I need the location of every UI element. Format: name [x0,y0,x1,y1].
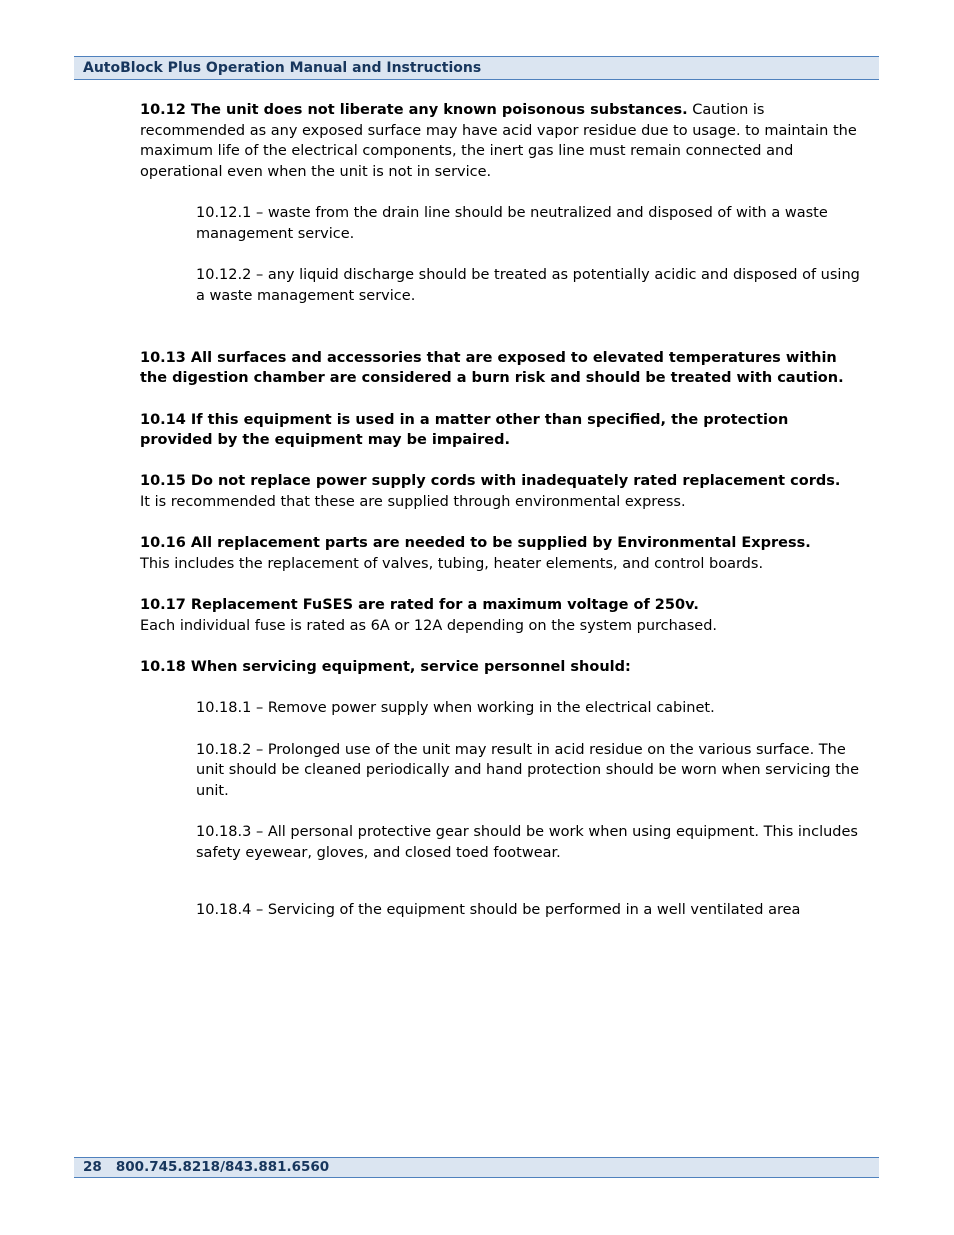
item-10-12-1: 10.12.1 – waste from the drain line should be neutralized and disposed of with a waste management service. [196,205,828,243]
section-10-18-heading: 10.18 When servicing equipment, service personnel should: [140,659,631,676]
manual-title: AutoBlock Plus Operation Manual and Instructions [83,60,482,76]
page-content [140,100,860,920]
item-10-18-1: 10.18.1 – Remove power supply when working in the electrical cabinet. [196,700,715,717]
item-10-18-2: 10.18.2 – Prolonged use of the unit may result in acid residue on the various surface. The unit should be cleaned periodically and hand protection should be worn when servicing the unit. [196,741,860,799]
section-10-15-body: It is recommended that these are supplied through environmental express. [140,494,686,511]
section-10-12-body: Caution is recommended as any exposed surface may have acid vapor residue due to usage. to maintain the maximum life of the electrical components, the inert gas line must remain connected and operational even when the unit is not in service. [140,102,857,181]
page-header [74,56,879,80]
section-10-16-heading: 10.16 All replacement parts are needed to be supplied by Environmental Express. [140,535,811,552]
section-10-12 [140,100,860,183]
item-10-18-4: 10.18.4 – Servicing of the equipment should be performed in a well ventilated area [196,901,801,918]
section-10-15-heading: 10.15 Do not replace power supply cords with inadequately rated replacement cords. [140,473,841,490]
section-10-17-heading: 10.17 Replacement FuSES are rated for a maximum voltage of 250v. [140,597,699,614]
page-footer [74,1157,879,1178]
section-10-16-body: This includes the replacement of valves, tubing, heater elements, and control boards. [140,556,764,573]
item-10-18-3: 10.18.3 – All personal protective gear should be work when using equipment. This includes safety eyewear, gloves, and closed toed footwear. [196,824,858,861]
section-10-17-body: Each individual fuse is rated as 6A or 12A depending on the system purchased. [140,617,718,634]
section-10-13-heading: 10.13 All surfaces and accessories that are exposed to elevated temperatures within the digestion chamber are considered a burn risk and should be treated with caution. [140,349,844,387]
item-10-12-2: 10.12.2 – any liquid discharge should be treated as potentially acidic and disposed of using a waste management service. [196,267,860,304]
section-10-12-heading: 10.12 The unit does not liberate any known poisonous substances. [140,102,688,118]
page-number-phone: 28 800.745.8218/843.881.6560 [83,1159,330,1175]
section-10-14-heading: 10.14 If this equipment is used in a matter other than specified, the protection provided by the equipment may be impaired. [140,411,789,449]
